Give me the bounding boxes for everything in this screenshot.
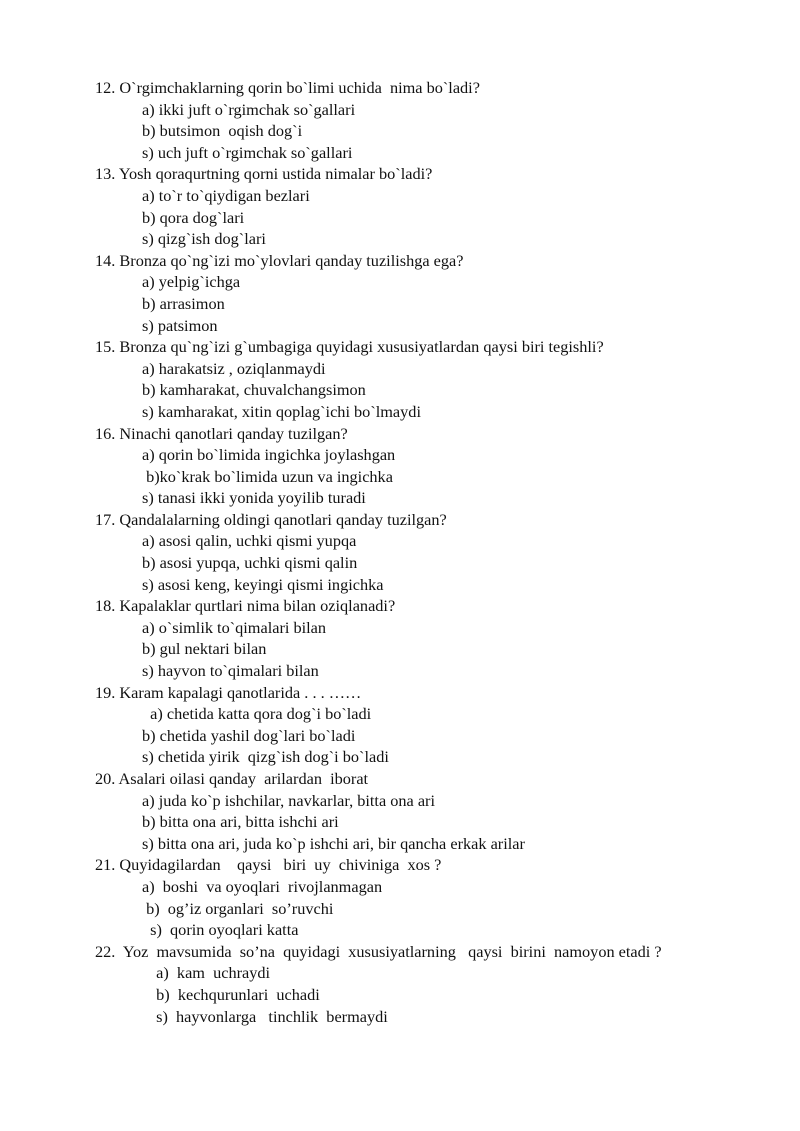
question-block-15 bbox=[95, 336, 700, 422]
answer-option-a: a) boshi va oyoqlari rivojlanmagan bbox=[142, 876, 383, 896]
answer-option-b: b) kamharakat, chuvalchangsimon bbox=[142, 380, 366, 400]
answer-option-b: b) asosi yupqa, uchki qismi qalin bbox=[142, 553, 358, 573]
answer-option-b: b)ko`krak bo`limida uzun va ingichka bbox=[142, 466, 393, 486]
answer-option-b: b) qora dog`lari bbox=[142, 207, 245, 227]
question-text: 14. Bronza qo`ng`izi mo`ylovlari qanday tuzilishga ega? bbox=[95, 250, 464, 270]
answer-option-a: a) qorin bo`limida ingichka joylashgan bbox=[142, 445, 396, 465]
answer-option-b: b) gul nektari bilan bbox=[142, 639, 267, 659]
answer-option-s: s) qizg`ish dog`lari bbox=[142, 229, 266, 249]
question-text: 15. Bronza qu`ng`izi g`umbagiga quyidagi xususiyatlardan qaysi biri tegishli? bbox=[95, 337, 604, 357]
answer-option-s: s) chetida yirik qizg`ish dog`i bo`ladi bbox=[142, 747, 389, 767]
question-text: 21. Quyidagilardan qaysi biri uy chiviniga xos ? bbox=[95, 855, 442, 875]
answer-option-a: a) yelpig`ichga bbox=[142, 272, 241, 292]
answer-option-b: b) bitta ona ari, bitta ishchi ari bbox=[142, 812, 339, 832]
answer-option-a: a) asosi qalin, uchki qismi yupqa bbox=[142, 531, 357, 551]
answer-option-s: s) uch juft o`rgimchak so`gallari bbox=[142, 142, 353, 162]
question-block-13 bbox=[95, 163, 700, 249]
question-block-20 bbox=[95, 768, 700, 854]
answer-option-s: s) hayvonlarga tinchlik bermaydi bbox=[148, 1006, 388, 1026]
answer-option-s: s) bitta ona ari, juda ko`p ishchi ari, bir qancha erkak arilar bbox=[142, 833, 525, 853]
answer-option-s: s) kamharakat, xitin qoplag`ichi bo`lmaydi bbox=[142, 401, 421, 421]
question-text: 12. O`rgimchaklarning qorin bo`limi uchida nima bo`ladi? bbox=[95, 78, 480, 97]
question-block-14 bbox=[95, 250, 700, 336]
answer-option-a: a) juda ko`p ishchilar, navkarlar, bitta ona ari bbox=[142, 790, 435, 810]
answer-option-b: b) kechqurunlari uchadi bbox=[148, 984, 320, 1004]
answer-option-b: b) chetida yashil dog`lari bo`ladi bbox=[142, 725, 356, 745]
answer-option-a: a) ikki juft o`rgimchak so`gallari bbox=[142, 99, 356, 119]
answer-option-a: a) to`r to`qiydigan bezlari bbox=[142, 185, 310, 205]
question-block-19 bbox=[95, 682, 700, 768]
answer-option-a: a) chetida katta qora dog`i bo`ladi bbox=[142, 704, 372, 724]
question-block-18 bbox=[95, 595, 700, 681]
answer-option-b: b) butsimon oqish dog`i bbox=[142, 121, 303, 141]
question-text: 17. Qandalalarning oldingi qanotlari qanday tuzilgan? bbox=[95, 509, 447, 529]
answer-option-a: a) harakatsiz , oziqlanmaydi bbox=[142, 358, 326, 378]
answer-option-a: a) o`simlik to`qimalari bilan bbox=[142, 617, 327, 637]
question-text: 22. Yoz mavsumida so’na quyidagi xususiyatlarning qaysi birini namoyon etadi ? bbox=[95, 941, 662, 961]
question-text: 18. Kapalaklar qurtlari nima bilan oziqlanadi? bbox=[95, 596, 396, 616]
question-block-17 bbox=[95, 509, 700, 595]
question-text: 16. Ninachi qanotlari qanday tuzilgan? bbox=[95, 423, 348, 443]
answer-option-b: b) og’iz organlari so’ruvchi bbox=[142, 898, 334, 918]
question-text: 13. Yosh qoraqurtning qorni ustida nimalar bo`ladi? bbox=[95, 164, 433, 184]
question-block-21 bbox=[95, 854, 700, 940]
question-block-16 bbox=[95, 423, 700, 509]
answer-option-s: s) hayvon to`qimalari bilan bbox=[142, 661, 319, 681]
answer-option-s: s) tanasi ikki yonida yoyilib turadi bbox=[142, 488, 366, 508]
question-list bbox=[95, 77, 700, 1027]
answer-option-s: s) qorin oyoqlari katta bbox=[142, 920, 299, 940]
question-text: 19. Karam kapalagi qanotlarida . . . …… bbox=[95, 682, 362, 702]
answer-option-s: s) asosi keng, keyingi qismi ingichka bbox=[142, 574, 384, 594]
answer-option-a: a) kam uchraydi bbox=[148, 963, 271, 983]
question-block-12 bbox=[95, 77, 700, 163]
question-text: 20. Asalari oilasi qanday arilardan iborat bbox=[95, 769, 369, 788]
answer-option-b: b) arrasimon bbox=[142, 293, 225, 313]
answer-option-s: s) patsimon bbox=[142, 315, 218, 335]
question-block-22 bbox=[95, 941, 700, 1027]
